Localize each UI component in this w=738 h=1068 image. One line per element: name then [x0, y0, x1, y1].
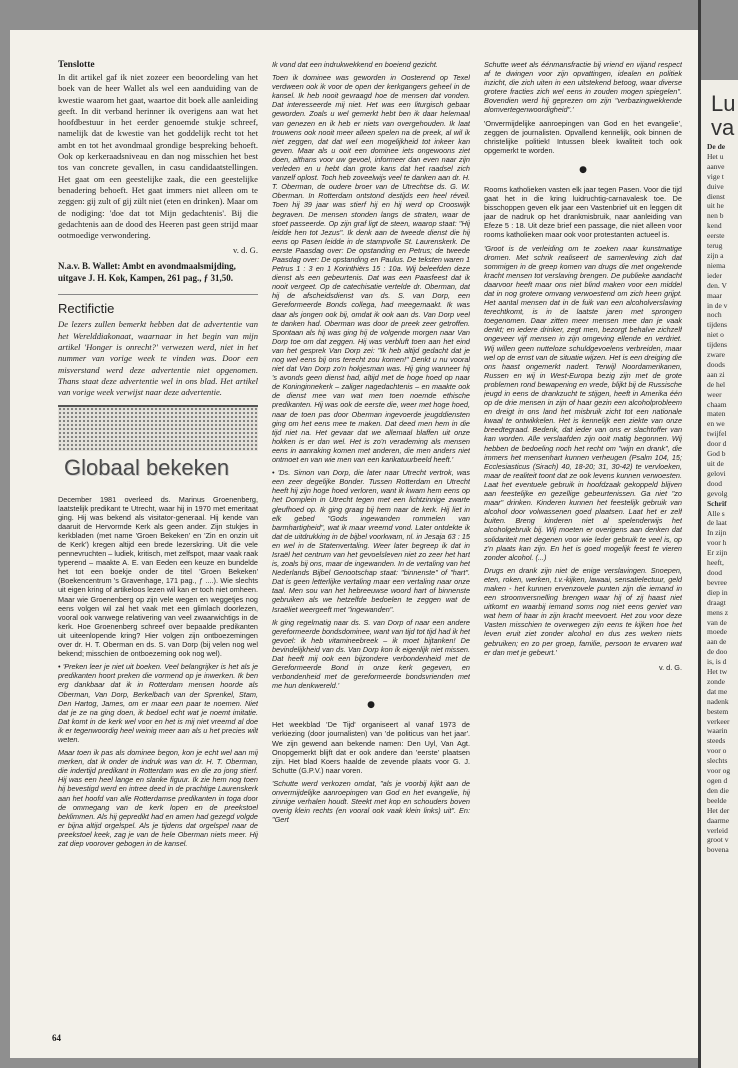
adjacent-fragment: vige t [707, 171, 724, 181]
magazine-page [10, 30, 698, 1058]
adjacent-fragment: duive [707, 181, 724, 191]
adjacent-fragment: beelde [707, 795, 727, 805]
middle-paragraph-6: 'Schutte werd verkozen omdat, "als je voorbij kijkt aan de onvermijdelijke aanroepingen van God en het evangelie, hij zinnige verhalen houdt. Steekt met kop en schouders boven overig klein rechts (en vooral ook vaak klein links) uit". En: "Gert [272, 778, 470, 825]
adjacent-fragment: niema [707, 260, 726, 270]
adjacent-fragment: en we [707, 419, 725, 429]
right-paragraph-2: 'Onvermijdelijke aanroepingen van God en het evangelie', zeggen de journalisten. Opvallend kennelijk, ook binnen de christelijke politiek! Intussen bleek kwaliteit toch ook opgemerkt te worden. [484, 118, 682, 155]
box-end-paragraph: Maar toen ik pas als dominee begon, kon je echt wel aan mij merken, dat ik onder de indruk was van dr. H. T. Oberman, die indertijd predikant in Rotterdam was en die zo jong stierf. Hij was een heel lange en slanke figuur. Ik zie hem nog toen hij bevestigd werd en intree deed in de prachtige Laurenskerk aan het hoofd van alle Rotterdamse predikanten in toga door de ommegang van de kerk lopen en de preekstoel beklimmen. Als hij gepredikt had en amen had gezegd volgde er bijna altijd orgelspel. Als je tijdens dat orgelspel naar de preekstoel keek, zag je van de hele Oberman niets meer. Hij zat diep voorover gebogen in de kansel. [58, 748, 258, 848]
adjacent-fragment: Schrif [707, 498, 727, 508]
adjacent-fragment: nen b [707, 211, 724, 221]
adjacent-fragment: slechts [707, 756, 728, 766]
right-paragraph-3: Rooms katholieken vasten elk jaar tegen Pasen. Voor die tijd gaat het in die kring luidruchtig-carnavalesk toe. De bisschoppen geven elk jaar een Vastenbrief uit en leggen dit jaar de nadruk op het drankmisbruik, naar aanleiding van Efeze 5 : 18. Uit deze brief een passage, die niet alleen voor rooms katholieken maar ook voor protestanten actueel is. [484, 184, 682, 240]
rectificatie-paragraph: De lezers zullen bemerkt hebben dat de advertentie van het Werelddiakonaat, waarnaar in het begin van mijn artikel 'Honger is onrecht?' verwezen werd, niet in het nummer van vorige week te vinden was. Door een misverstand werd deze advertentie niet opgenomen. Thans staat deze advertentie wel in ons blad. Het artikel van vorige week verwijst naar deze advertentie. [58, 319, 258, 398]
adjacent-fragment: ogen d [707, 776, 728, 785]
adjacent-fragment: chaam [707, 399, 727, 409]
adjacent-text-fragments [707, 142, 738, 855]
adjacent-fragment: bestem [707, 706, 729, 716]
adjacent-fragment: eerste [707, 231, 725, 241]
adjacent-fragment: door d [707, 439, 727, 449]
adjacent-fragment: niet o [707, 330, 724, 340]
adjacent-title-line: Lu [711, 91, 736, 116]
adjacent-fragment: uit he [707, 201, 724, 211]
adjacent-title-line: va [711, 115, 735, 140]
adjacent-fragment: nadenk [707, 696, 729, 706]
adjacent-fragment: De de [707, 142, 726, 151]
adjacent-fragment: dood [707, 478, 722, 488]
adjacent-fragment: den die [707, 785, 729, 795]
middle-paragraph-5: Het weekblad 'De Tijd' organiseert al vanaf 1973 de verkiezing (door journalisten) van 'de politicus van het jaar'. We zijn gewend aan bekende namen: Den Uyl, Van Agt. Onopgemerkt blijft dat er ook andere dan 'eerste' plaatsen zijn. Het blad Koers haalde de zevende plaats voor G. J. Schutte (G.P.V.) naar voren. [272, 720, 470, 775]
adjacent-fragment: tijdens [707, 340, 727, 350]
adjacent-fragment: is, is d [707, 657, 727, 667]
adjacent-fragment: gevolg [707, 488, 728, 498]
divider [58, 294, 258, 295]
box-title: Globaal bekeken [64, 454, 230, 480]
right-signature: v. d. G. [659, 662, 682, 672]
adjacent-fragment: weer [707, 389, 722, 399]
adjacent-fragment: uit de [707, 459, 724, 468]
rectificatie-title: Rectifictie [58, 301, 115, 317]
adjacent-fragment: verleid [707, 825, 728, 835]
adjacent-fragment: groot v [707, 835, 729, 845]
adjacent-fragment: van de [707, 617, 727, 627]
section-bullet: ● [579, 164, 587, 175]
adjacent-fragment: zware [707, 350, 725, 360]
adjacent-fragment: voor o [707, 746, 727, 756]
adjacent-fragment: steeds [707, 736, 726, 746]
globaal-bekeken-header [58, 405, 258, 489]
adjacent-fragment: gelovi [707, 468, 726, 478]
adjacent-fragment: in de v [707, 300, 728, 310]
adjacent-fragment: ieder [707, 270, 722, 280]
right-paragraph-5: Drugs en drank zijn niet de enige verslavingen. Snoepen, eten, roken, werken, t.v.-kijken, lawaai, sensatielectuur, geld maken - het kunnen ervenzovele punten zijn die iemand in een stroomversnelling brengen waar hij of zij haast niet uitkomt en waarbij iemand soms nog niet eens geniet van wat hem of haar in zijn kracht meevoert. Het zou voor deze Vasten misschien te overwegen zijn eens te kijken hoe het leven eruit ziet zonder alcohol en dus zes weken niets gebruiken; en zo per groep, familie, persoon te ervaren wat er dan met je gebeurt.' [484, 565, 682, 657]
adjacent-fragment: dienst [707, 191, 725, 201]
middle-column [272, 60, 470, 828]
adjacent-fragment: de doo [707, 647, 728, 657]
right-paragraph-1: Schutte weet als éénmansfractie bij vriend en vijand respect af te dwingen voor zijn opvattingen, idealen en politiek inzicht, die zich uiten in een uitstekend betoog, waar diverse grotere fracties zich wel eens in zouden mogen spiegelen". Bovendien werd hij geprezen om zijn "verbazingwekkende alomvertegenwoordigheid".' [484, 60, 682, 115]
adjacent-fragment: bevree [707, 577, 727, 587]
book-reference: N.a.v. B. Wallet: Ambt en avondmaalsmijding, uitgave J. H. Kok, Kampen, 261 pag., ƒ 31,50. [58, 261, 236, 283]
adjacent-fragment: mens z [707, 607, 729, 617]
middle-paragraph-1: Ik vond dat een indrukwekkend en boeiend gezicht. [272, 60, 438, 69]
adjacent-fragment: dood [707, 567, 722, 577]
adjacent-fragment: aanve [707, 161, 725, 171]
adjacent-page [701, 80, 738, 1068]
adjacent-fragment: zijn a [707, 250, 724, 260]
left-column [58, 60, 258, 852]
adjacent-fragment: verkeer [707, 716, 730, 726]
adjacent-fragment: Alle s [707, 508, 725, 518]
middle-paragraph-4: Ik ging regelmatig naar ds. S. van Dorp of naar een andere gereformeerde bondsdominee, want van tijd tot tijd had ik het gevoel: ik heb vitamineebreek – ik moet bijtanken! De bevindelijkheid van ds. Van Dorp kon ik eigenlijk niet missen. Dat heeft mij ook een bijzondere verbondenheid met de Gereformeerde Bond in onze kerk gegeven, en verbondenheid met de gereformeerde bondsvrienden met me hun denkwereld.' [272, 617, 470, 691]
adjacent-fragment: daarme [707, 815, 730, 825]
box-quote-paragraph: • 'Preken leer je niet uit boeken. Veel belangrijker is het als je predikanten hoort preken die vormend op je inwerken. Ik ben erg dankbaar dat ik in Rotterdam mensen hoorde als Oberman, Van Dorp, Berkelbach van der Sprenkel, Stam, Den Hartog, James, om er maar een paar te noemen. Niet dat je ze na ging doen, ik bedoel echt wat je noemt imitatie. Dat komt in de kerk wel voor en het is mij niet vreemd al doe ik er tegenwoordig heel weinig meer aan als u het precies wilt weten. [58, 662, 258, 744]
adjacent-fragment: terug [707, 241, 723, 251]
adjacent-fragment: de hel [707, 379, 726, 389]
author-signature: v. d. G. [233, 245, 258, 256]
adjacent-fragment: waarin [707, 726, 728, 736]
adjacent-fragment: de laat [707, 518, 727, 528]
adjacent-fragment: In zijn [707, 528, 727, 538]
page-number: 64 [52, 1033, 61, 1043]
adjacent-fragment: tijdens [707, 320, 727, 330]
adjacent-fragment: diep in [707, 587, 728, 597]
adjacent-fragment: voor h [707, 538, 727, 548]
adjacent-fragment: Het tw [707, 667, 728, 677]
section-heading-tenslotte: Tenslotte [58, 60, 95, 70]
middle-paragraph-3: • 'Ds. Simon van Dorp, die later naar Utrecht vertrok, was een zeer degelijke Bonder. Tussen Rotterdam en Utrecht heeft hij zijn hoge hoed verloren, want ik kwam hem eens op het Domplein in Utrecht tegen met een lichtzinnige zwarte gleufhoed op. Ik ging graag bij hem naar de kerk. Hij liet in elk gebed "Gods ingewanden rommelen van barmhartigheid", wat ik maar vreemd vond. Later ontdekte ik dat de uitdrukking in de bijbel voorkwam, nl. in Jesaja 63 : 15 en wel in de Statenvertaling. Weer later begreep ik dat in Israël het centrum van het gevoelsleven niet zo zeer het hart is, zoals bij ons, maar de ingewanden. In de vertaling van het Nederlands Bijbel Genootschap staat: "binnenste" of "hart". Dat is geen letterlijke vertaling maar een vertaling naar onze taal. Men sou van het hebreeuwse woord hart of binnenste gebruiken als we hetzelfde bedoelen te zeggen wat de Israëliet weergeeft met "ingewanden". [272, 468, 470, 614]
adjacent-fragment: kend [707, 221, 722, 231]
adjacent-fragment: bovena [707, 845, 729, 855]
adjacent-fragment: aan zi [707, 369, 725, 379]
adjacent-fragment: dat me [707, 686, 728, 696]
adjacent-fragment: Het der [707, 805, 730, 815]
box-intro-paragraph: December 1981 overleed ds. Marinus Groenenberg, laatstelijk predikant te Utrecht, waar hij in 1970 met emeritaat ging. Hij was bekend als visitator-generaal. Hij kende van daaruit de Hervormde Kerk als geen ander. Zijn stukjes in kerkbladen (met name 'Groen Bekeken' en 'Zin en onzin uit de Kerk') kregen altijd een brede lezerskring. Uit die vele pennevruchten – ludiek, kritisch, met zelfspot, maar vaak raak typerend – maakte A. E. van Eeden een keuze en bundelde het tot een boekje onder de titel 'Groen Bekeken' (Boekencentrum 's Gravenhage, 171 pag., ƒ ....). Wie slechts uit eigen kring of artikeloos lezen wil kan er toch niet omheen. Maar wie Groenenberg op zijn vele wegen en weggetjes nog eens volgen wil zal het vaak met een glimlach doorlezen, vooral ook vanwege relativering van veel zwaarwichtigs in de kerk. Hoe Groenenberg schreef over bepaalde predikanten uit uiteenlopende kring? Hier volgen zijn ontboezemingen over dr. H. T. Oberman en ds. S. van Dorp (bij velen nog wel bekend; misschien de ontboezeming ook nog wel). [58, 494, 258, 659]
adjacent-fragment: Er zijn [707, 548, 728, 558]
adjacent-title [711, 92, 735, 140]
adjacent-fragment: aan de [707, 637, 727, 647]
adjacent-fragment: moede [707, 627, 727, 637]
adjacent-fragment: maar [707, 290, 722, 300]
tenslotte-paragraph: In dit artikel gaf ik niet zozeer een beoordeling van het boek van de heer Wallet als wel een aanduiding van de kwestie waarom het gaat, waartoe dit boek alle aanleiding geeft. In dit verband herinner ik overigens aan wat het hoofdbestuur in het eerder genoemde stukje schreef, namelijk dat de kwestie van het goddelijk recht tot het ambt en tot het avondmaal grondige bespreking behoeft. Ook op kerkeraadsniveau en dan nog misschien het best tos van concrete gevallen, in casu candidaatstellingen. Het gaat om een geestelijke zaak, die een geestelijke benadering behoeft. Het gaat immers niet alleen om te zeggen: gij zult of gij zült niet (eten en drinken). Maar om de nodiging: 'doe dat tot Mijn gedachtenis'. Bij die gedachtenis aan de dood des Heeren past geen strijd maar ootmoedige verwondering. [58, 72, 258, 241]
middle-paragraph-2: Toen ik dominee was geworden in Oosterend op Texel verdween ook ik voor de open der kerkgangers geheel in de kansel. Ik heb nooit gevraagd hoe de mensen dat vonden. Dat interesseerde mij niet. Het was een liturgisch gebaar geworden. Zoals u wel gemerkt hebt ben ik daar helemaal van genezen en ik heb er niets van overgehouden. Ik laat trouwens ook nooit meer alleen spelen na de preek, al wil ik niet zeggen, dat dat wel een mogelijkheid tot inkeer kan geven. Maar als u ooit een dominee iets ongewoons ziet doen, althans voor uw gevoel, informeer dan even naar zijn verleden en u hebt dan grote kans dat het raadsel zich vanzelf oplost. Toch heb zoveelwijs veel te danken aan dr. H. T. Oberman, de oudere broer van de Utrechtse ds. G. W. Oberman. In Rotterdam ontstond destijds een heel réveil. Toen hij 39 jaar was stierf hij en hij werd op Crooswijk begraven. De mensen stonden langs de straten, waar de stoet passeerde. Op zijn graf ligt de steen, waarop staat: "Hij leidde hen tot Jezus". Ik denk aan de tweede dienst die hij eens op Pasen leidde in de stampvolle St. Laurenskerk. De eerste Paasdag over: De opstanding en Petrus; de tweede Paasdag over: De opstanding en Paulus. De teksten waren 1 Petrus 1 : 3 en 1 Korinthiërs 15 : 10a. Wij beleefden deze dienst als een gebeurtenis. Dat was een Paasfeest dat ik nooit vergeet. Op de catechisatie vertelde dr. Oberman, dat hij de afscheidsdienst van ds. S. van Dorp, een Gereformeerde Bonds collega, had meegemaakt. Ik was daar als jongen ook bij, omdat ik ook aan ds. Van Dorp veel te danken had. Oberman was door de preek zeer getroffen. Spontaan als hij was ging hij de volgende morgen naar Van Dorp toe om dat zeggen. Hij was verbluft toen aan het eind van het gesprek Van Dorp zei: "Ik heb altijd gedacht dat je nog wel eens bij ons terecht zou komen!" Denkt u nu vooral niet dat Van Dorp zo'n hokjesman was. Hij ging wanneer hij 's avonds geen dienst had, altijd met de hoge hoed op naar de Koninginnekerk – zaliger nagedachtenis – en maakte ook de dienst mee van wat men toen noemde ethische predikanten. Hij was ook de eerste die, weer met hoge hoed, naar de toen pas door Oberman ingevoerde jeugddiensten ging om het eens mee te maken. Dat deed men hem in die tijd niet na. Het gevaar dat we allemaal blaffen uit onze hokken is er dan wel. Het is zo'n verademing als mensen eens in aanraking komen met anderen, die men anders niet ontmoet en van wie men van een karikatuurbeeld heeft.' [272, 73, 470, 465]
adjacent-fragment: voor og [707, 766, 731, 776]
right-paragraph-4: 'Groot is de verleiding om te zoeken naar kunstmatige dromen. Met schrik realiseert de samenleving zich dat sommigen in de greep komen van drugs die met ongekende kracht mensen tot verslaving brengen. De publieke aandacht daarvoor heeft maar ons niet blind maken voor een middel dat in nog grotere omvang verwoestend om zich heen grijpt. Het aantal mensen dat in de fuik van een alcoholverslaving terechtkomt, is in de laatste jaren met sprongen toegenomen. Daar zitten meer mensen mee dan je vaak denkt; en iedere drinker, zegt men, bezorgt behalve zichzelf ongeveer vijf mensen in zijn omgeving ellende en verdriet. Wij willen geen nutteloze schuldgevoelens verbreiden, maar wel op de ernst van de situatie wijzen. Het is een dreiging die ons haast ongemerkt nadert. Terwijl Noordamerikanen, Russen en wij in West-Europa bezig zijn met de grote problemen rond bewapening en vrede, blijkt bij de Russische jeugd in eens de drankzucht te stijgen, heeft in Amerika één op de drie mensen in zijn of haar gezin een alcoholprobleem en dreigt in ons land het misbruik zicht tot een nationale kwaal te ontwikkelen. Het is kennelijk een ziekte van onze breedtegraad. Bedenk, dat ieder van ons er slachtoffer van kan worden. Alle verslaafden zijn ooit matig begonnen. Wij hebben de bedoeling noch het recht om "wijn en drank", die immers het mensenhart kunnen verheugen (Psalm 104, 15; Ecclesiasticus (Sirach) 40, 18-20; 31, 30-42) te vervloeken, maar de realiteit toont dat ze ook levens kunnen verwoesten. Laat het eventuele gebruik in hoofdzaak gekoppeld blijven aan feestelijke en gezellige gebeurtenissen. Ga niet "zo maar" drinken. Kinderen kunnen het feestelijk gebruik van alcohol door volwassenen goed plaatsen. Laat het er zelf buiten. Breng kinderen niet al spelenderwijs het alcoholgebruik bij. Wij moeten er overigens aan denken dat solidariteit met degenen voor wie leder gebruik te veel is, op z'n plaats kan zijn. En het is goed mogelijk feest te vieren zonder alcohol. (...) [484, 243, 682, 562]
adjacent-fragment: doods [707, 359, 725, 369]
adjacent-fragment: noch [707, 310, 722, 320]
adjacent-fragment: zonde [707, 676, 725, 686]
adjacent-fragment: twijfel [707, 429, 727, 439]
adjacent-fragment: heeft, [707, 558, 724, 568]
adjacent-fragment: draagt [707, 597, 726, 607]
section-bullet: ● [367, 700, 375, 711]
adjacent-fragment: Het u [707, 151, 724, 161]
right-column [484, 60, 682, 678]
adjacent-fragment: den. V [707, 280, 727, 290]
adjacent-fragment: maten [707, 409, 726, 419]
adjacent-fragment: God b [707, 449, 726, 459]
